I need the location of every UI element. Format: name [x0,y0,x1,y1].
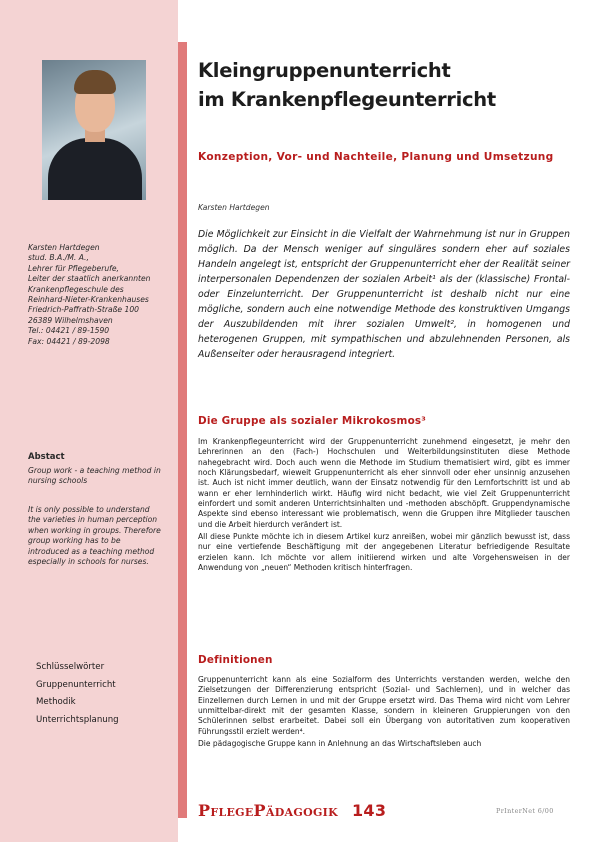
byline: Karsten Hartdegen [198,203,270,212]
title-line: Kleingruppenunterricht [198,59,451,82]
author-line: stud. B.A./M. A., [28,253,89,263]
author-photo [42,60,146,200]
author-line: Friedrich-Paffrath-Straße 100 [28,305,140,315]
author-line: Fax: 04421 / 89-2098 [28,336,110,346]
section-body [198,437,570,575]
paragraph: Im Krankenpflegeunterricht wird der Gruppenunterricht zunehmend eingesetzt, je mehr den Lehrerinnen an den (Fach-) Hochschulen und Weiterbildungsinstituten diese Methode nahegebracht wird. Doch auch wenn die Methode im Studium thematisiert wird, gibt es immer noch Klärungsbedarf, wieweit Gruppenunterricht als eher sinnvoll oder eher unsinnig anzusehen ist. Auch ist nicht immer deutlich, wann der Einsatz notwendig für den Lernfortschritt ist und ab wann er eher lernhinderlich wirkt. Häufig wird nicht bedacht, wie viel Zeit Gruppenunterricht einfordert und somit anderen Unterrichtsinhalten und -methoden abschöpft. Gruppendynamische Aspekte sind ebenso interessant wie problematisch, wenn die Gruppen ihre Mitglieder tauschen und die Arbeit hierdurch verändert ist. [198,437,570,529]
journal-name: PflegePädagogik [198,801,338,820]
page-number: 143 [351,801,387,820]
title-line: im Krankenpflegeunterricht [198,88,496,111]
keyword-item: Gruppenunterricht [36,679,116,690]
keywords-list [36,659,119,729]
article-title [198,56,570,114]
lead-paragraph: Die Möglichkeit zur Einsicht in die Vielfalt der Wahrnehmung ist nur in Gruppen möglich. Da der Mensch weniger auf singuläres sondern eher auf soziales Handeln angelegt ist, entspricht der Gruppenunterricht eher der Realität seiner interpersonalen Dependenzen der sozialen Arbeit¹ als der (klassische) Frontal- oder Einzelunterricht. Der Gruppenunterricht ist deshalb nicht nur eine mögliche, sondern auch eine notwendige Methode des konstruktiven Umgangs der Auszubildenden mit ihrer sozialen Umwelt², in homogenen und heterogenen Gruppen, mit sympathischen und abzulehnenden Personen, als Außenseiter oder herausragend integriert. [198,229,570,360]
footer-brand [198,801,386,820]
author-line: 26389 Wilhelmshaven [28,315,113,325]
abstract-title: Group work - a teaching method in nursing schools [28,466,161,486]
author-line: Karsten Hartdegen [28,243,100,252]
issue-label: PrInterNet 6/00 [496,807,554,815]
keyword-item: Unterrichtsplanung [36,714,119,725]
paragraph: Die pädagogische Gruppe kann in Anlehnung an das Wirtschaftsleben auch [198,739,482,749]
keyword-item: Methodik [36,697,76,707]
section-body [198,675,570,751]
author-line: Tel.: 04421 / 89-1590 [28,326,110,336]
author-info [28,243,173,347]
author-line: Lehrer für Pflegeberufe, [28,263,119,273]
author-line: Reinhard-Nieter-Krankenhauses [28,295,149,305]
keywords-heading: Schlüsselwörter [36,662,105,672]
accent-bar [178,42,187,818]
abstract-body: It is only possible to understand the varieties in human perception when working in groups. Therefore group working has to be introduced as a teaching method especially in schools for nurses. [28,505,161,567]
section-heading: Die Gruppe als sozialer Mikrokosmos³ [198,415,427,427]
section-heading: Definitionen [198,654,273,666]
article-subtitle: Konzeption, Vor- und Nachteile, Planung und Umsetzung [198,151,554,163]
author-line: Krankenpflegeschule des [28,284,124,294]
paragraph: All diese Punkte möchte ich in diesem Artikel kurz anreißen, wobei mir gänzlich bewusst ist, dass nur eine vertiefende Beschäftigung mit der angegebenen Literatur befriedigende Resultate erzielen kann. Ich möchte vor allem initiierend wirken und alte Vorgehensweisen in der Anwendung von „neuen“ Methoden kritisch hinterfragen. [198,532,570,573]
author-line: Leiter der staatlich anerkannten [28,274,151,284]
paragraph: Gruppenunterricht kann als eine Sozialform des Unterrichts verstanden werden, welche den Zielsetzungen der Differenzierung entspricht (Sozial- und Sachlernen), und in welcher das Einzellernen durch Lernen in und mit der Gruppe ersetzt wird. Das Thema wird nicht vom Lehrer unmittelbar-direkt mit der gesamten Klasse, sondern in kleineren Gruppierungen von den Schülerinnen selbst erarbeitet. Dabei soll ein Übergang von autoritativen zum kooperativen Führungsstil erzielt werden⁴. [198,675,570,736]
abstract-heading: Abstact [28,452,65,462]
